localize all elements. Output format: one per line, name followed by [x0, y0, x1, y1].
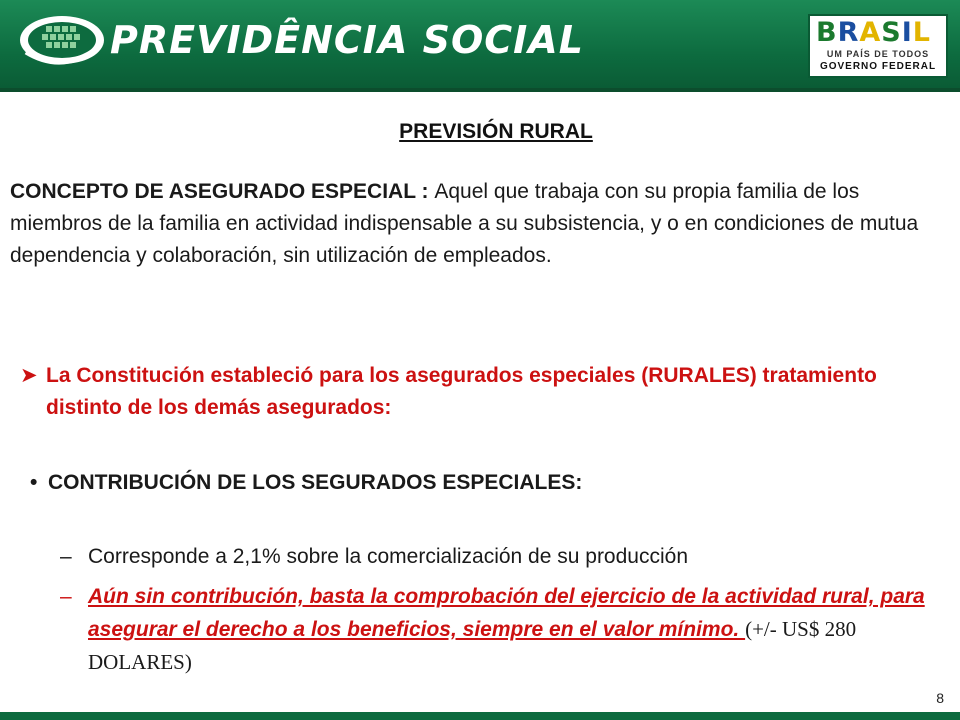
benefit-guarantee-item [60, 581, 940, 679]
contribution-rate-item [60, 541, 940, 573]
previdencia-logo-icon [16, 12, 108, 68]
concept-label: CONCEPTO DE ASEGURADO ESPECIAL : [10, 180, 435, 203]
concept-text: Aquel que trabaja con su propia familia de los miembros de la familia en actividad indispensable a su subsistencia, y o en condiciones de mutua dependencia y colaboración, sin utilización de empleados. [10, 180, 919, 267]
brasil-letter: R [837, 17, 860, 48]
constitution-point [20, 360, 950, 424]
contribution-heading [30, 467, 582, 499]
brasil-letter: L [912, 17, 932, 48]
brand-title: PREVIDÊNCIA SOCIAL [110, 18, 584, 62]
governo-federal-label: GOVERNO FEDERAL [819, 61, 937, 72]
contribution-heading-text: CONTRIBUCIÓN DE LOS SEGURADOS ESPECIALES: [48, 471, 583, 494]
brasil-wordmark [816, 18, 931, 48]
benefit-guarantee-text [88, 581, 940, 679]
brasil-letter: B [816, 17, 838, 48]
benefit-amount: (+/- US$ 280 DOLARES) [88, 617, 857, 674]
slide-title: PREVISIÓN RURAL [399, 120, 593, 143]
arrow-bullet-icon: ➤ [20, 364, 38, 387]
brasil-tagline: UM PAÍS DE TODOS [826, 49, 930, 59]
header-divider [0, 88, 960, 92]
brasil-letter: S [881, 17, 902, 48]
page-number: 8 [936, 690, 944, 706]
dash-bullet-icon: – [60, 545, 72, 568]
footer-bar [0, 712, 960, 720]
brasil-letter: A [859, 17, 882, 48]
benefit-guarantee-emphasis: Aún sin contribución, basta la comprobación del ejercicio de la actividad rural, para asegurar el derecho a los beneficios, siempre en el valor mínimo. [88, 585, 925, 641]
contribution-rate-text: Corresponde a 2,1% sobre la comercialización de su producción [88, 545, 688, 568]
bullet-dot-icon: • [30, 471, 38, 494]
header-banner [0, 0, 960, 92]
concept-paragraph [10, 176, 940, 272]
brasil-governo-federal-logo [808, 14, 948, 78]
dash-bullet-icon: – [60, 585, 72, 608]
constitution-point-text: La Constitución estableció para los asegurados especiales (RURALES) tratamiento distinto de los demás asegurados: [46, 364, 877, 419]
brasil-letter: I [901, 17, 913, 48]
